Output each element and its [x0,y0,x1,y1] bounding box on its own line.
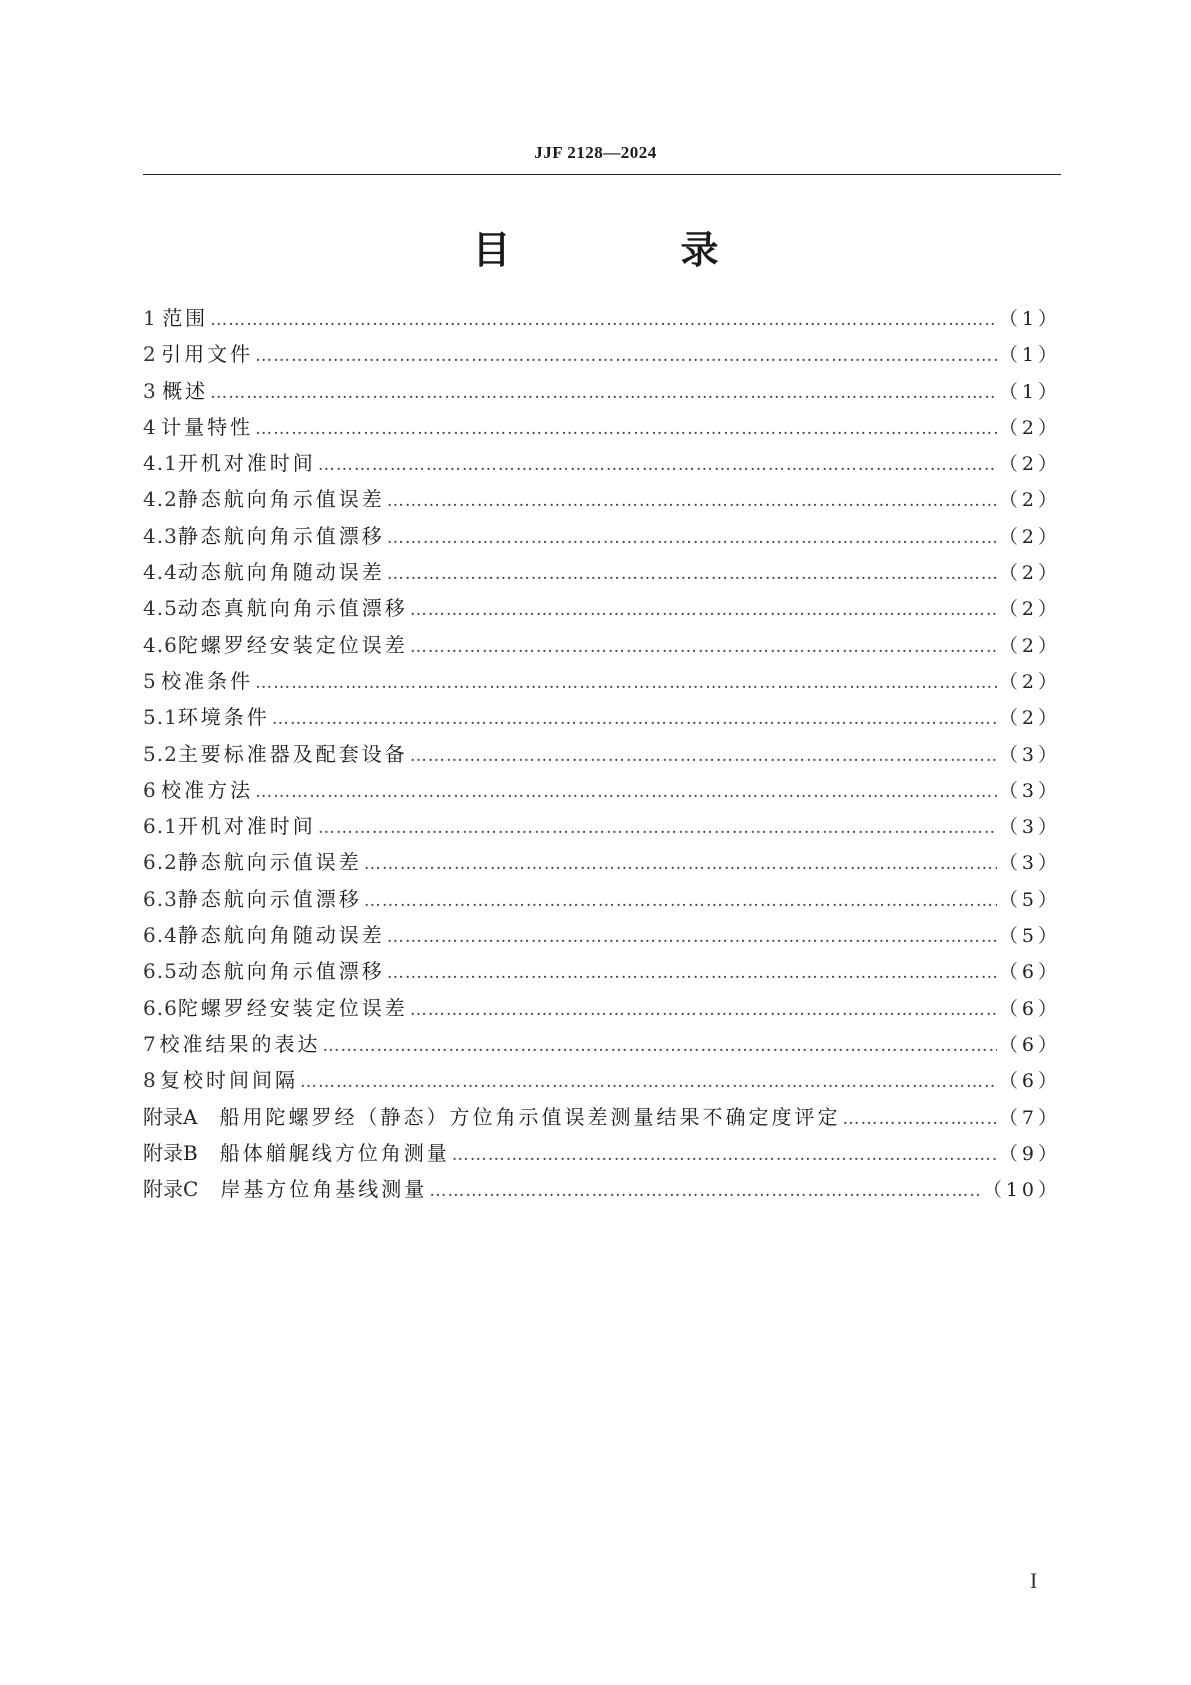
toc-entry[interactable] [143,665,1061,701]
toc-entry-title: 动态航向角随动误差 [177,560,385,585]
toc-entry[interactable] [143,1101,1061,1137]
toc-leader-dots [255,419,997,439]
toc-entry-title: 陀螺罗经安装定位误差 [177,995,408,1020]
toc-entry-title: 范围 [162,306,209,330]
toc-entry-number: 7 [143,1031,157,1056]
toc-entry-number: 6.2 [143,850,178,875]
toc-entry-number: 1 [143,306,157,330]
toc-entry-title: 校准条件 [161,668,254,693]
toc-entry-title: 静态航向示值误差 [177,850,362,875]
toc-entry[interactable] [143,411,1061,447]
toc-entry-title: 静态航向角示值误差 [177,487,385,512]
toc-leader-dots [452,1145,997,1165]
toc-entry-page: （6） [998,961,1061,984]
toc-entry[interactable] [143,883,1061,919]
page-title: 目 录 [472,228,785,272]
toc-entry-page: （3） [998,852,1061,875]
toc-entry[interactable] [143,483,1061,519]
toc-entry[interactable] [143,302,1061,338]
toc-entry-page: （2） [998,670,1061,693]
toc-leader-dots [387,528,997,548]
toc-entry-page: （5） [998,925,1061,948]
toc-entry-title: 复校时间间隔 [160,1068,298,1093]
toc-entry-number: 6.1 [143,814,178,839]
toc-leader-dots [255,782,997,802]
toc-entry-number: 4.3 [143,523,178,548]
toc-entry-page: （6） [998,1033,1061,1056]
toc-entry-page: （1） [998,308,1061,330]
header-divider [143,174,1061,175]
toc-entry-title: 校准结果的表达 [159,1031,321,1056]
toc-entry-title: 引用文件 [161,342,254,367]
toc-leader-dots [387,963,997,983]
toc-leader-dots [387,927,997,947]
page-number: I [1030,1568,1038,1593]
toc-entry-page: （7） [998,1106,1061,1129]
toc-entry[interactable] [143,846,1061,882]
toc-entry-number: 5.1 [143,705,178,730]
toc-entry-title: 静态航向示值漂移 [177,886,362,911]
toc-entry-page: （2） [998,525,1061,548]
toc-entry-page: （2） [998,416,1061,439]
toc-leader-dots [410,1000,997,1020]
toc-entry-title: 开机对准时间 [177,814,316,839]
toc-entry-title: 环境条件 [177,705,270,730]
toc-leader-dots [842,1109,996,1129]
toc-entry-title: 概述 [162,378,209,403]
toc-entry-page: （9） [998,1142,1061,1165]
toc-leader-dots [364,891,997,911]
toc-leader-dots [387,564,997,584]
toc-entry-page: （2） [998,489,1061,512]
toc-entry-page: （10） [982,1179,1061,1202]
toc-entry-title: 静态航向角随动误差 [177,923,385,948]
toc-entry-number: 8 [143,1068,157,1093]
toc-entry[interactable] [143,447,1061,483]
toc-entry-page: （2） [998,634,1061,657]
toc-leader-dots [210,383,997,403]
toc-entry-number: 4.5 [143,596,178,621]
toc-entry[interactable] [143,1028,1061,1064]
toc-entry-title: 计量特性 [161,414,254,439]
toc-entry-page: （6） [998,1070,1061,1093]
toc-entry-number: 6.5 [143,959,178,984]
toc-leader-dots [318,818,997,838]
toc-entry[interactable] [143,520,1061,556]
toc-entry-number: 6.6 [143,995,178,1020]
toc-leader-dots [255,673,997,693]
toc-entry-number: 附录A [143,1104,198,1129]
toc-leader-dots [300,1072,997,1092]
toc-entry[interactable] [143,955,1061,991]
toc-entry-number: 4.6 [143,632,178,657]
toc-entry-page: （2） [998,598,1061,621]
toc-entry-number: 附录C [143,1177,199,1202]
toc-entry[interactable] [143,1137,1061,1173]
toc-entry-page: （2） [998,453,1061,476]
toc-entry-page: （1） [998,344,1061,367]
toc-leader-dots [364,854,997,874]
toc-entry-page: （6） [998,997,1061,1020]
toc-entry-page: （5） [998,888,1061,911]
toc-entry[interactable] [143,1173,1061,1209]
toc-entry[interactable] [143,919,1061,955]
toc-entry-page: （3） [998,743,1061,766]
toc-entry-number: 3 [143,378,157,403]
toc-entry-title: 船用陀螺罗经（静态）方位角示值误差测量结果不确定度评定 [219,1104,841,1129]
toc-entry-number: 6.4 [143,923,178,948]
toc-entry-page: （3） [998,816,1061,839]
toc-entry-title: 陀螺罗经安装定位误差 [177,632,408,657]
toc-leader-dots [255,346,997,366]
toc-entry-title: 岸基方位角基线测量 [220,1177,428,1202]
toc-entry[interactable] [143,738,1061,774]
toc-entry-number: 2 [143,342,157,367]
toc-leader-dots [272,709,997,729]
toc-entry[interactable] [143,992,1061,1028]
toc-leader-dots [318,455,997,475]
toc-entry-title: 主要标准器及配套设备 [177,741,408,766]
toc-entry-title: 静态航向角示值漂移 [177,523,385,548]
toc-entry[interactable] [143,810,1061,846]
toc-entry[interactable] [143,701,1061,737]
toc-leader-dots [410,600,997,620]
toc-entry-number: 4.2 [143,487,178,512]
toc-entry[interactable] [143,556,1061,592]
toc-entry-number: 5 [143,668,157,693]
toc-leader-dots [410,637,997,657]
toc-entry[interactable] [143,774,1061,810]
toc-entry-number: 4 [143,414,157,439]
toc-entry-page: （3） [998,779,1061,802]
toc-entry[interactable] [143,338,1061,374]
toc-entry-title: 船体艏艉线方位角测量 [219,1140,450,1165]
toc-entry-number: 4.4 [143,560,178,585]
toc-entry-page: （1） [998,380,1061,403]
toc-leader-dots [210,310,997,330]
toc-leader-dots [322,1036,996,1056]
toc-entry[interactable] [143,592,1061,628]
toc-entry-title: 开机对准时间 [177,451,316,476]
toc-entry[interactable] [143,629,1061,665]
toc-entry-page: （2） [998,562,1061,585]
toc-entry-title: 动态航向角示值漂移 [177,959,385,984]
table-of-contents [143,302,1061,1209]
toc-entry-title: 动态真航向角示值漂移 [177,596,408,621]
toc-leader-dots [387,491,997,511]
toc-entry-number: 6 [143,777,157,802]
toc-entry-number: 4.1 [143,451,178,476]
toc-leader-dots [429,1181,981,1201]
toc-entry-page: （2） [998,707,1061,730]
toc-entry-title: 校准方法 [161,777,254,802]
toc-entry-number: 5.2 [143,741,178,766]
toc-entry[interactable] [143,1064,1061,1100]
toc-leader-dots [410,746,997,766]
standard-code-header: JJF 2128—2024 [534,143,657,162]
toc-entry-number: 6.3 [143,886,178,911]
toc-entry[interactable] [143,375,1061,411]
toc-entry-number: 附录B [143,1140,198,1165]
